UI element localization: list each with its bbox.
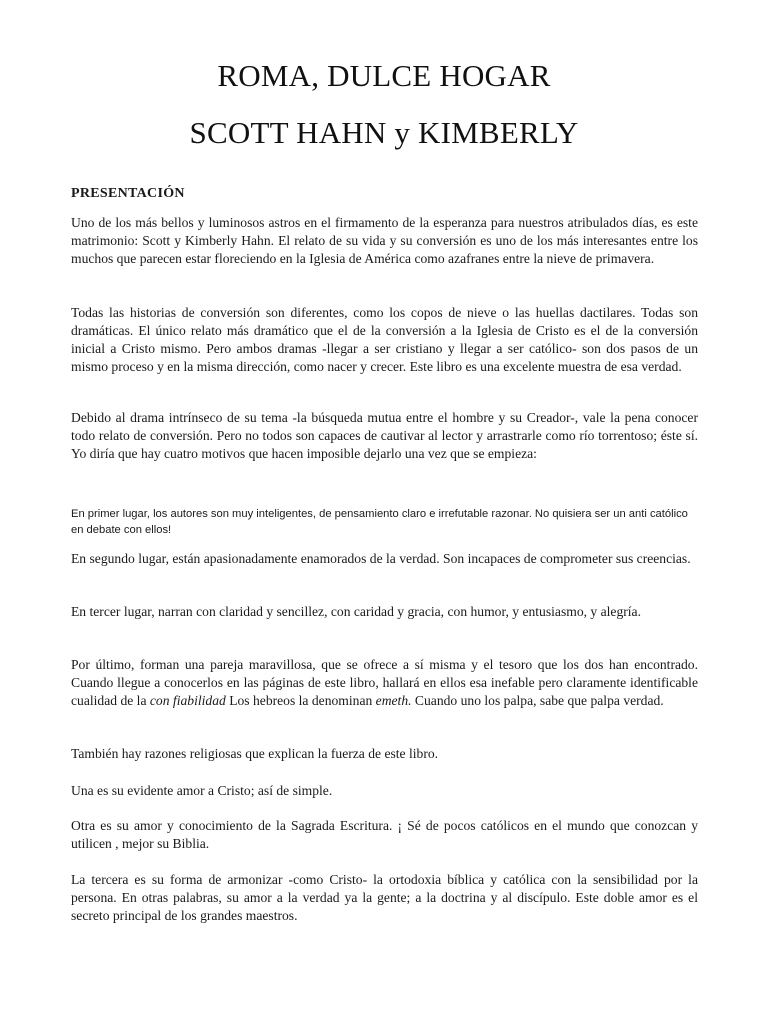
paragraph-4: En primer lugar, los autores son muy inteligentes, de pensamiento claro e irrefutable razonar. No quisiera ser un anti católico en debate con ellos! (71, 508, 688, 536)
paragraph-7-text-2: Los hebreos la denominan (225, 693, 376, 708)
paragraph-10: Otra es su amor y conocimiento de la Sagrada Escritura. ¡ Sé de pocos católicos en el mundo que conozcan y utilicen , mejor su Biblia. (71, 818, 698, 851)
paragraph-1: Uno de los más bellos y luminosos astros en el firmamento de la esperanza para nuestros atribulados días, es este matrimonio: Scott y Kimberly Hahn. El relato de su vida y su conversión es uno de los más interesantes entre los muchos que parecen estar floreciendo en la Iglesia de América como azafranes entre la nieve de primavera. (71, 215, 698, 266)
paragraph-11: La tercera es su forma de armonizar -como Cristo- la ortodoxia bíblica y católica con la sensibilidad por la persona. En otras palabras, su amor a la verdad ya la gente; a la doctrina y al discípulo. Este doble amor es el secreto principal de los grandes maestros. (71, 872, 698, 923)
paragraph-7-text-1: Por último, forman una pareja maravillosa, que se ofrece a sí misma y el tesoro que los dos han encontrado. Cuando llegue a conocerlos en las páginas de este libro, hallará en ellos esa inefable pero claramente identificable cualidad de la (71, 657, 698, 708)
paragraph-3: Debido al drama intrínseco de su tema -la búsqueda mutua entre el hombre y su Creador-, vale la pena conocer todo relato de conversión. Pero no todos son capaces de cautivar al lector y arrastrarle como río torrentoso; éste sí. Yo diría que hay cuatro motivos que hacen imposible dejarlo una vez que se empieza: (71, 410, 698, 461)
paragraph-8: También hay razones religiosas que explican la fuerza de este libro. (71, 746, 439, 761)
paragraph-7-italic-1: con fiabilidad (149, 693, 226, 708)
paragraph-2: Todas las historias de conversión son diferentes, como los copos de nieve o las huellas dactilares. Todas son dramáticas. El único relato más dramático que el de la conversión a la Iglesia de Cristo es el de la conversión inicial a Cristo mismo. Pero ambos dramas -llegar a ser cristiano y llegar a ser católico- son dos pasos de un mismo proceso y en la misma dirección, como nacer y crecer. Este libro es una excelente muestra de esa verdad. (71, 305, 698, 374)
book-title: ROMA, DULCE HOGAR (217, 58, 551, 93)
paragraph-9: Una es su evidente amor a Cristo; así de simple. (71, 783, 333, 798)
paragraph-7 (71, 656, 698, 710)
paragraph-5: En segundo lugar, están apasionadamente enamorados de la verdad. Son incapaces de comprometer sus creencias. (71, 551, 691, 566)
section-heading: PRESENTACIÓN (71, 186, 185, 201)
paragraph-6: En tercer lugar, narran con claridad y sencillez, con caridad y gracia, con humor, y entusiasmo, y alegría. (71, 604, 641, 619)
paragraph-7-text-3: Cuando uno los palpa, sabe que palpa verdad. (411, 693, 664, 708)
book-authors: SCOTT HAHN y KIMBERLY (189, 115, 579, 150)
paragraph-7-italic-2: emeth. (375, 693, 412, 708)
